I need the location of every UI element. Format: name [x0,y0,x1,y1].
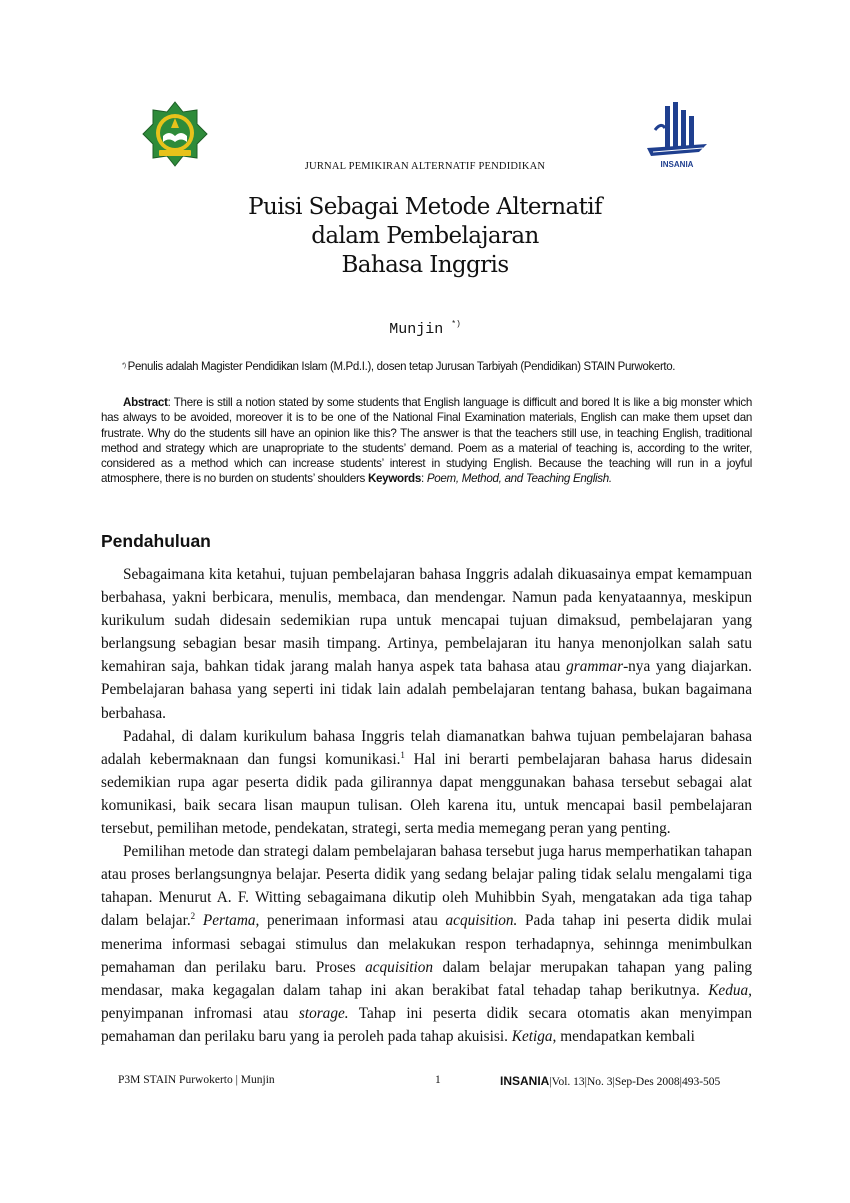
keywords: Poem, Method, and Teaching English. [426,472,612,486]
paragraph-text: mendapatkan kembali [556,1027,695,1045]
paragraph-1 [101,563,752,725]
title-line-2: dalam Pembelajaran [311,223,539,249]
paragraph-text: -nya yang diajarkan. Pembelajaran bahasa yang seperti ini tidak lain adalah pembelajaran tentang bahasa, bukan bagaimana berbahasa. [101,658,752,722]
abstract-label: Abstract [123,396,168,409]
author-mark: *) [451,320,461,329]
paragraph-text: Pemilihan metode dan strategi dalam pembelajaran bahasa tersebut juga harus memperhatikan tahapan atau proses berlangsungnya belajar. Peserta didik yang sedang belajar paling tidak selalu mengalami tiga tahapan. Menurut A. F. Witting sebagaimana dikutip oleh Muhibbin Syah, mengatakan ada tiga tahap dalam belajar. [101,843,752,930]
italic-term: acquisition [365,958,434,976]
author-name: Munjin [389,321,444,338]
footnote-text: Penulis adalah Magister Pendidikan Islam (M.Pd.I.), dosen tetap Jurusan Tarbiyah (Pendidikan) STAIN Purwokerto. [127,361,676,373]
paragraph-text: Hal ini berarti pembelajaran bahasa harus didesain sedemikian rupa agar peserta didik pada gilirannya dapat menggunakan bahasa tersebut sebagai alat komunikasi, baik secara lisan maupun tulisan. Oleh karena itu, untuk mencapai basil pembelajaran tersebut, pemilihan metode, pendekatan, strategi, serta media memegang peran yang penting. [101,750,752,838]
italic-term: Pertama, [202,912,260,930]
paragraph-2 [101,725,752,840]
paragraph-text: Padahal, di dalam kurikulum bahasa Inggris telah diamanatkan bahwa tujuan pembelajaran bahasa adalah kebermaknaan dan fungsi komunikasi. [101,727,752,768]
footnote-ref: 1 [400,749,405,760]
paper-title [0,193,850,280]
paragraph-text: penyimpanan infromasi atau [101,1004,299,1022]
paragraph-text: penerimaan informasi atau [259,912,446,930]
insania-logo-text: INSANIA [660,160,694,169]
author-line [0,320,850,338]
section-heading: Pendahuluan [101,531,211,551]
title-line-1: Puisi Sebagai Metode Alternatif [248,194,602,220]
italic-term: storage. [298,1004,349,1022]
journal-name: JURNAL PEMIKIRAN ALTERNATIF PENDIDIKAN [304,161,546,172]
italic-term: grammar [566,658,624,676]
paragraph-text: Tahap ini peserta didik secara otomatis akan menyimpan pemahaman dan perilaku baru yang ia peroleh pada tahap akuisisi. [101,1004,752,1045]
stain-emblem-logo [141,100,209,168]
title-line-3: Bahasa Inggris [341,252,509,278]
keywords-separator: : [420,472,427,486]
paragraph-3 [101,840,752,1048]
page-number: 1 [435,1074,441,1086]
author-footnote [122,361,762,373]
keywords-label: Keywords [367,472,421,486]
paragraph-text: Sebagaimana kita ketahui, tujuan pembelajaran bahasa Inggris adalah dikuasainya empat kemampuan berbahasa, yakni berbicara, menulis, membaca, dan mendengar. Namun pada kenyataannya, meskipun kurikulum sudah didesain sedemikian rupa untuk mencapai tujuan dimaksud, pembelajaran yang berlangsung sebagian besar masih timpang. Artinya, pembelajaran itu hanya menonjolkan salah satu kemahiran saja, bahkan tidak jarang malah hanya aspek tata bahasa atau [101,566,752,676]
paragraph-text: Pada tahap ini peserta didik mulai menerima informasi sebagai stimulus dan melakukan respon terhadapnya, sehinnga menimbulkan pemahaman dan perilaku baru. Proses [101,912,753,976]
insania-logo [641,100,713,170]
paragraph-text: dalam belajar merupakan tahapan yang paling mendasar, maka kegagalan dalam tahap ini akan berakibat fatal tehadap tahap berikutnya. [101,958,752,999]
footnote-ref: 2 [190,911,196,922]
footer-journal-info [500,1074,720,1088]
italic-term: acquisition. [445,912,518,930]
footer-left: P3M STAIN Purwokerto | Munjin [118,1074,275,1086]
italic-term: Ketiga, [511,1027,557,1045]
body-text [101,563,752,1048]
footer-issue: |Vol. 13|No. 3|Sep-Des 2008|493-505 [549,1076,721,1088]
footer-journal-name: INSANIA [500,1074,550,1088]
abstract-text: : There is still a notion stated by some students that English language is difficult and bored It is like a big monster which has always to be avoided, moreover it is to be one of the National Final Examination materials, English can make them upset dan frustrate. Why do the students sill have an opinion like this? The answer is that the teachers still use, in teaching English, traditional method and strategy which are unapropriate to the students’ demand. Poem as a material of teaching is, according to the writer, considered as a method which can increase students’ interest in studying English. Because the teaching will run in a joyful atmosphere, there is no burden on students’ shoulders [101,396,752,486]
italic-term: Kedua, [708,981,752,999]
abstract [101,395,752,487]
footnote-mark: *) [122,363,126,369]
